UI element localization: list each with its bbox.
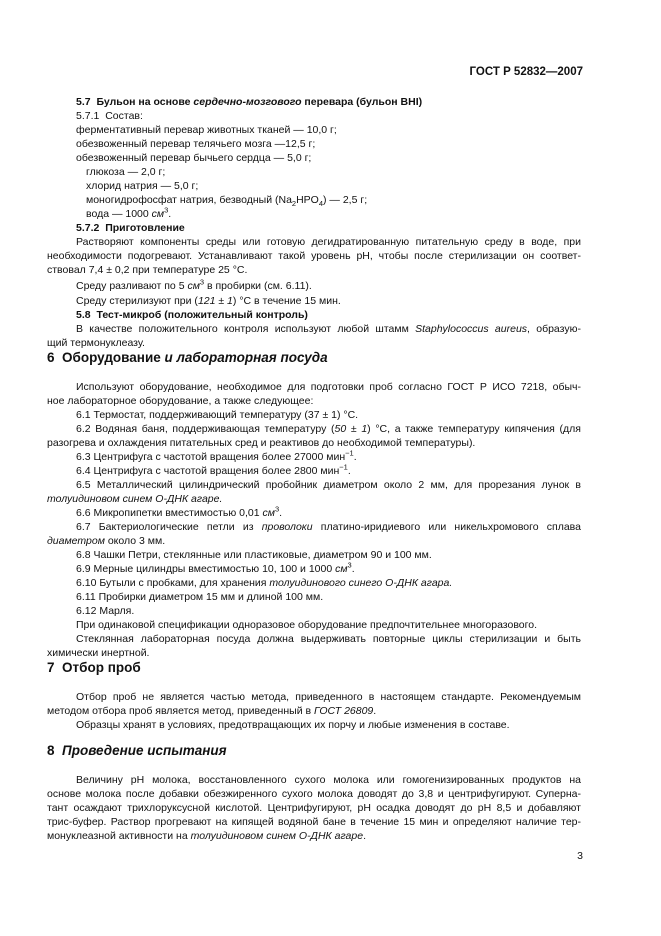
equipment-item: 6.10 Бутыли с пробками, для хранения толуидинового синего О-ДНК агара. xyxy=(76,577,453,589)
equipment-item: 6.4 Центрифуга с частотой вращения более 2800 мин$^{-1}$. xyxy=(76,462,351,477)
ingredient-line: моногидрофосфат натрия, безводный $(Na_2HPO_4)$ — 2,5 г; xyxy=(86,194,368,209)
paragraph-line: необходимости подогревают. Устанавливают такой уровень pH, чтобы после стерилизации он соответ- xyxy=(47,250,581,262)
equipment-item: 6.11 Пробирки диаметром 15 мм и длиной 100 мм. xyxy=(76,591,324,603)
paragraph-line: Растворяют компоненты среды или готовую дегидратированную питательную среду в воде, при xyxy=(76,236,581,248)
paragraph-line: диаметром около 3 мм. xyxy=(47,535,166,547)
section-5-7-heading: 5.7 Бульон на основе сердечно-мозгового перевара (бульон BHI) xyxy=(76,96,423,108)
paragraph-line: методом отбора проб является метод, приведенный в ГОСТ 26809. xyxy=(47,705,377,717)
section-7-heading: 7 Отбор проб xyxy=(47,660,141,675)
paragraph-line: ствовал 7,4 ± 0,2 при температуре 25 °С. xyxy=(47,264,248,276)
paragraph-line: ное лабораторное оборудование, а также следующее: xyxy=(47,395,314,407)
paragraph-line: Стеклянная лабораторная посуда должна выдерживать повторные циклы стерилизации и быть xyxy=(76,633,581,645)
paragraph-line: толуидиновом синем О-ДНК агаре. xyxy=(47,493,223,505)
paragraph-line: щий термонуклеазу. xyxy=(47,337,145,349)
paragraph-line: трис-буфер. Раствор прогревают на кипящей водяной бане в течение 15 мин и определяют наличие тер- xyxy=(47,816,581,828)
ingredient-line: глюкоза — 2,0 г; xyxy=(86,166,166,178)
document-header: ГОСТ Р 52832—2007 xyxy=(469,66,583,78)
page-number: 3 xyxy=(577,850,583,862)
paragraph-line: Отбор проб не является частью метода, приведенного в настоящем стандарте. Рекомендуемым xyxy=(76,691,581,703)
equipment-item: 6.9 Мерные цилиндры вместимостью 10, 100 и 1000 $см^3$. xyxy=(76,560,355,575)
paragraph-line: тант осаждают трихлоруксусной кислотой. Центрифугируют, pH осадка доводят до pH 8,5 и добавляют xyxy=(47,802,581,814)
equipment-item: 6.3 Центрифуга с частотой вращения более 27000 мин$^{-1}$. xyxy=(76,448,357,463)
ingredient-line: хлорид натрия — 5,0 г; xyxy=(86,180,199,192)
equipment-item: 6.5 Металлический цилиндрический пробойник диаметром около 2 мм, для прорезания лунок в xyxy=(76,479,581,491)
ingredient-line: ферментативный перевар животных тканей — 10,0 г; xyxy=(76,124,337,136)
subsection-5-7-1: 5.7.1 Состав: xyxy=(76,110,143,122)
paragraph-line: разогрева и охлаждения питательных сред и реактивов до необходимой температуры). xyxy=(47,437,476,449)
equipment-item: 6.7 Бактериологические петли из проволоки платино-иридиевого или никельхромового сплава xyxy=(76,521,581,533)
paragraph-line: Образцы хранят в условиях, предотвращающих их порчу и любые изменения в составе. xyxy=(76,719,510,731)
equipment-item: 6.12 Марля. xyxy=(76,605,135,617)
paragraph-line: При одинаковой спецификации одноразовое оборудование предпочтительнее многоразового. xyxy=(76,619,537,631)
section-8-heading: 8 Проведение испытания xyxy=(47,743,227,758)
equipment-item: 6.6 Микропипетки вместимостью 0,01 $см^3$. xyxy=(76,504,283,519)
section-5-8-heading: 5.8 Тест-микроб (положительный контроль) xyxy=(76,309,308,321)
paragraph-line: Среду разливают по 5 $см^3$ в пробирки (см. 6.11). xyxy=(76,277,312,292)
ingredient-line: обезвоженный перевар телячьего мозга —12,5 г; xyxy=(76,138,316,150)
equipment-item: 6.8 Чашки Петри, стеклянные или пластиковые, диаметром 90 и 100 мм. xyxy=(76,549,432,561)
equipment-item: 6.1 Термостат, поддерживающий температуру (37 ± 1) °С. xyxy=(76,409,359,421)
subsection-5-7-2: 5.7.2 Приготовление xyxy=(76,222,185,234)
paragraph-line: В качестве положительного контроля используют любой штамм Staphylococcus aureus, образую- xyxy=(76,323,581,335)
paragraph-line: Среду стерилизуют при (121 ± 1) °С в течение 15 мин. xyxy=(76,295,341,307)
paragraph-line: химически инертной. xyxy=(47,647,150,659)
section-6-heading: 6 Оборудование и лабораторная посуда xyxy=(47,350,328,365)
paragraph-line: основе молока после добавки обезжиренного сухого молока доводят до 3,8 и центрифугируют. Суперна- xyxy=(47,788,581,800)
equipment-item: 6.2 Водяная баня, поддерживающая температуру (50 ± 1) °С, а также температуру кипячения (для xyxy=(76,423,581,435)
paragraph-line: монуклеазной активности на толуидиновом синем О-ДНК агаре. xyxy=(47,830,366,842)
ingredient-line: вода — 1000 $см^3$. xyxy=(86,205,172,220)
paragraph-line: Используют оборудование, необходимое для подготовки проб согласно ГОСТ Р ИСО 7218, обыч- xyxy=(76,381,581,393)
ingredient-line: обезвоженный перевар бычьего сердца — 5,0 г; xyxy=(76,152,312,164)
paragraph-line: Величину pH молока, восстановленного сухого молока или гомогенизированных продуктов на xyxy=(76,774,581,786)
